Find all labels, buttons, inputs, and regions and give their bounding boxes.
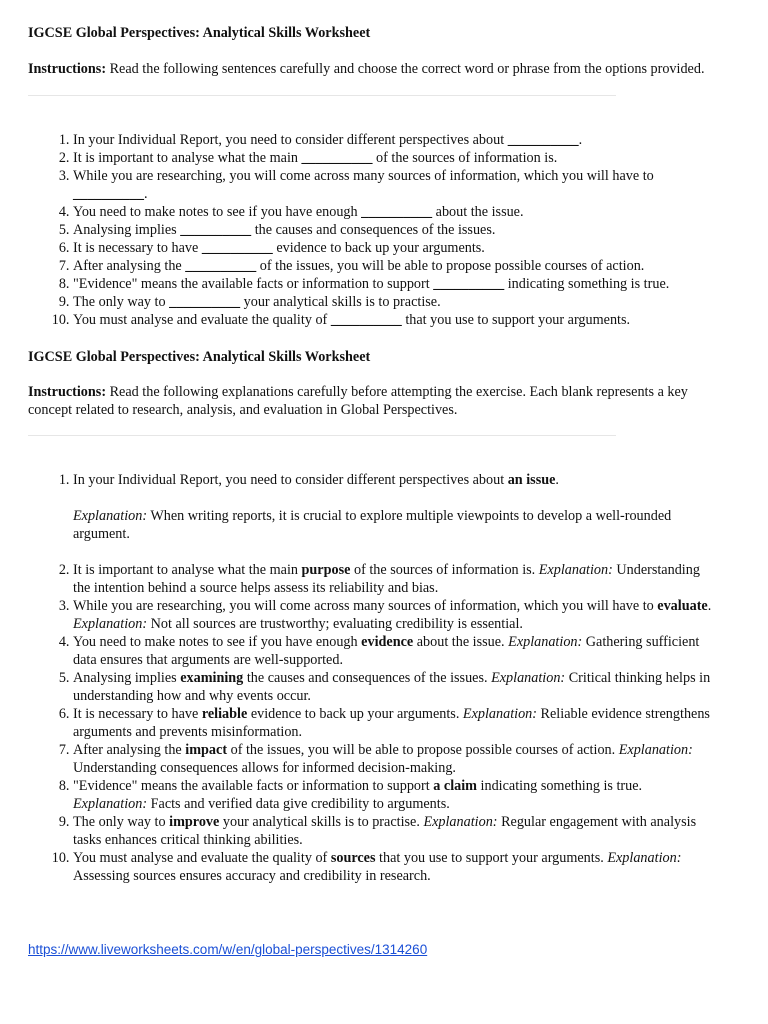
answer-blank[interactable]: __________ (301, 150, 373, 166)
answer-word: evaluate (657, 598, 708, 614)
explanation-label: Explanation: (508, 634, 583, 650)
explanation-label: Explanation: (423, 814, 498, 830)
list-item: 1. In your Individual Report, you need to consider different perspectives about __________. (73, 131, 718, 149)
section1-instructions-label: Instructions: (28, 61, 107, 77)
list-item: 3. While you are researching, you will come across many sources of information, which you will have to evaluate. Explanation: Not all sources are trustworthy; evaluating credibility is essential. (73, 597, 718, 633)
answer-blank[interactable]: __________ (507, 132, 579, 148)
section1-question-list (28, 131, 718, 329)
answer-blank[interactable]: __________ (180, 222, 252, 238)
section2-instructions-label: Instructions: (28, 384, 107, 400)
answer-blank[interactable]: __________ (73, 186, 144, 202)
list-item: 8. "Evidence" means the available facts or information to support __________ indicating something is true. (73, 275, 718, 293)
section2-instructions-text: Read the following explanations carefully before attempting the exercise. Each blank represents a key concept related to research, analysis, and evaluation in Global Perspectives. (28, 384, 688, 418)
list-item: 2. It is important to analyse what the main __________ of the sources of information is. (73, 149, 718, 167)
section2-instructions (28, 383, 718, 419)
explanation-label: Explanation: (607, 850, 682, 866)
section2-answer-list (28, 471, 718, 885)
answer-word: examining (180, 670, 244, 686)
answer-blank[interactable]: __________ (361, 204, 433, 220)
list-item: 1. In your Individual Report, you need to consider different perspectives about an issue. Explanation: When writing reports, it is crucial to explore multiple viewpoints to develop a well-rounded argument. (73, 471, 718, 561)
answer-word: a claim (433, 778, 477, 794)
list-item: 5. Analysing implies examining the causes and consequences of the issues. Explanation: Critical thinking helps in understanding how and why events occur. (73, 669, 718, 705)
list-item: 6. It is necessary to have __________ evidence to back up your arguments. (73, 239, 718, 257)
source-link[interactable]: https://www.liveworksheets.com/w/en/global-perspectives/1314260 (28, 942, 428, 957)
answer-blank[interactable]: __________ (330, 312, 402, 328)
explanation-label: Explanation: (462, 706, 537, 722)
answer-word: impact (185, 742, 228, 758)
list-item: 4. You need to make notes to see if you have enough __________ about the issue. (73, 203, 718, 221)
list-item: 4. You need to make notes to see if you have enough evidence about the issue. Explanation: Gathering sufficient data ensures that arguments are well-supported. (73, 633, 718, 669)
list-item: 6. It is necessary to have reliable evidence to back up your arguments. Explanation: Reliable evidence strengthens arguments and prevents misinformation. (73, 705, 718, 741)
answer-word: sources (330, 850, 376, 866)
list-item: 10. You must analyse and evaluate the quality of sources that you use to support your arguments. Explanation: Assessing sources ensures accuracy and credibility in research. (73, 849, 718, 885)
list-item: 9. The only way to __________ your analytical skills is to practise. (73, 293, 718, 311)
list-item: 10. You must analyse and evaluate the quality of __________ that you use to support your arguments. (73, 311, 718, 329)
explanation: Explanation: When writing reports, it is crucial to explore multiple viewpoints to develop a well-rounded argument. (73, 508, 672, 542)
list-item: 7. After analysing the impact of the issues, you will be able to propose possible courses of action. Explanation: Understanding consequences allows for informed decision-making. (73, 741, 718, 777)
explanation-label: Explanation: (73, 796, 148, 812)
explanation-label: Explanation: (538, 562, 613, 578)
explanation-label: Explanation: (618, 742, 693, 758)
answer-word: improve (169, 814, 220, 830)
answer-blank[interactable]: __________ (185, 258, 257, 274)
answer-blank[interactable]: __________ (433, 276, 505, 292)
answer-blank[interactable]: __________ (169, 294, 241, 310)
explanation-label: Explanation: (73, 616, 148, 632)
list-item: 3. While you are researching, you will come across many sources of information, which you will have to __________. (73, 167, 718, 203)
section1-title: IGCSE Global Perspectives: Analytical Skills Worksheet (28, 25, 371, 41)
answer-blank[interactable]: __________ (201, 240, 273, 256)
answer-word: an issue (507, 472, 556, 488)
list-item: 9. The only way to improve your analytical skills is to practise. Explanation: Regular engagement with analysis tasks enhances critical thinking abilities. (73, 813, 718, 849)
section2-title: IGCSE Global Perspectives: Analytical Skills Worksheet (28, 349, 371, 365)
answer-word: purpose (301, 562, 351, 578)
answer-word: reliable (201, 706, 248, 722)
worksheet-page (28, 0, 718, 885)
list-item: 7. After analysing the __________ of the issues, you will be able to propose possible courses of action. (73, 257, 718, 275)
answer-word: evidence (361, 634, 414, 650)
list-item: 5. Analysing implies __________ the causes and consequences of the issues. (73, 221, 718, 239)
section1-instructions (28, 60, 718, 78)
list-item: 8. "Evidence" means the available facts or information to support a claim indicating something is true. Explanation: Facts and verified data give credibility to arguments. (73, 777, 718, 813)
list-item: 2. It is important to analyse what the main purpose of the sources of information is. Explanation: Understanding the intention behind a source helps assess its reliability and bias. (73, 561, 718, 597)
explanation-label: Explanation: (491, 670, 566, 686)
section1-instructions-text: Read the following sentences carefully and choose the correct word or phrase from the options provided. (106, 61, 705, 77)
